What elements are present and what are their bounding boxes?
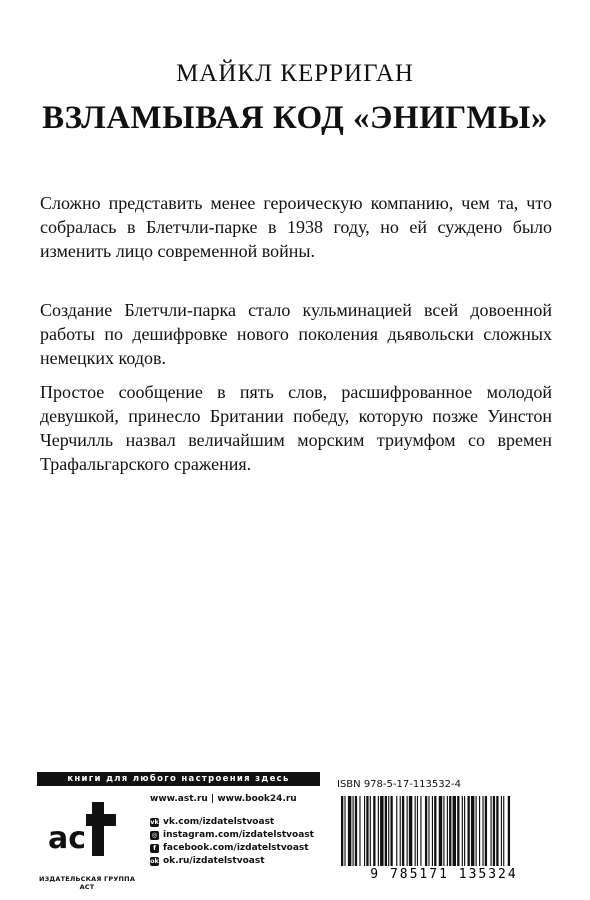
social-instagram xyxy=(150,829,314,841)
barcode-bar xyxy=(447,796,448,866)
barcode-bar xyxy=(355,796,357,866)
barcode-bar xyxy=(390,796,392,866)
barcode-bar xyxy=(400,796,401,866)
barcode-bar xyxy=(402,796,404,866)
vk-icon: vk xyxy=(150,817,159,826)
barcode-bar xyxy=(496,796,498,866)
barcode-bar xyxy=(425,796,427,866)
author-name: МАЙКЛ КЕРРИГАН xyxy=(176,60,414,87)
barcode-bar xyxy=(479,796,480,866)
barcode-bar xyxy=(373,796,375,866)
barcode-bar xyxy=(396,796,397,866)
barcode-bar xyxy=(443,796,444,866)
barcode-bar xyxy=(428,796,429,866)
barcode-bar xyxy=(503,796,504,866)
paragraph-1: Сложно представить менее героическую компанию, чем та, что собралась в Блетчли-парке в 1938 году, но ей суждено было изменить лицо современной войны. xyxy=(40,193,552,261)
social-instagram-text: instagram.com/izdatelstvoast xyxy=(163,830,314,840)
barcode-bar xyxy=(380,796,383,866)
barcode-bar xyxy=(491,796,492,866)
barcode-bar xyxy=(439,796,442,866)
barcode-bar xyxy=(462,796,463,866)
barcode-bar xyxy=(407,796,408,866)
social-ok-text: ok.ru/izdatelstvoast xyxy=(163,856,265,866)
barcode-bar xyxy=(493,796,495,866)
barcode-bar xyxy=(417,796,418,866)
social-ok xyxy=(150,855,265,867)
barcode-bar xyxy=(348,796,351,866)
barcode-bar xyxy=(378,796,379,866)
publisher-name: ИЗДАТЕЛЬСКАЯ ГРУППА АСТ xyxy=(38,875,136,891)
barcode-bar xyxy=(420,796,421,866)
paragraph-3: Простое сообщение в пять слов, расшифрованное молодой девушкой, принесло Британии победу, которую позже Уинстон Черчилль назвал величайшим морским триумфом со времен Трафальгарского сражения. xyxy=(40,382,552,474)
barcode-bar xyxy=(501,796,502,866)
barcode-bar xyxy=(344,796,345,866)
barcode-bar xyxy=(434,796,436,866)
barcode-digits: 9 785171 135324 xyxy=(370,867,518,882)
svg-text:ас: ас xyxy=(48,821,87,856)
barcode-bar xyxy=(453,796,456,866)
website-links: www.ast.ru | www.book24.ru xyxy=(150,794,297,804)
barcode-bar xyxy=(508,796,510,866)
barcode-bar xyxy=(468,796,470,866)
tagline-banner: книги для любого настроения здесь xyxy=(37,772,320,786)
barcode-bar xyxy=(388,796,389,866)
barcode-bar xyxy=(457,796,459,866)
barcode-bar xyxy=(364,796,365,866)
barcode-bar xyxy=(359,796,360,866)
facebook-icon: f xyxy=(150,844,159,853)
barcode-bar xyxy=(471,796,474,866)
barcode-bar xyxy=(485,796,487,866)
social-vk-text: vk.com/izdatelstvoast xyxy=(163,817,275,827)
barcode-bar xyxy=(409,796,412,866)
social-vk xyxy=(150,816,274,828)
barcode-bar xyxy=(449,796,451,866)
barcode-bar xyxy=(476,796,477,866)
barcode-bar xyxy=(353,796,354,866)
social-facebook xyxy=(150,842,309,854)
barcode-bar xyxy=(341,796,343,866)
isbn-label: ISBN 978-5-17-113532-4 xyxy=(337,779,461,790)
barcode xyxy=(329,794,559,882)
barcode-bar xyxy=(464,796,465,866)
paragraph-2: Создание Блетчли-парка стало кульминацией всей довоенной работы по дешифровке нового поколения дьявольски сложных немецких кодов. xyxy=(40,300,552,368)
ast-logo xyxy=(40,792,130,874)
barcode-bar xyxy=(370,796,371,866)
odnoklassniki-icon: ok xyxy=(150,856,159,865)
book-title: ВЗЛАМЫВАЯ КОД «ЭНИГМЫ» xyxy=(42,100,548,136)
barcode-bar xyxy=(432,796,433,866)
barcode-bar xyxy=(482,796,483,866)
instagram-icon: ◎ xyxy=(151,830,158,839)
barcode-bar xyxy=(385,796,387,866)
barcode-bar xyxy=(366,796,368,866)
barcode-bar xyxy=(415,796,416,866)
social-facebook-text: facebook.com/izdatelstvoast xyxy=(163,843,309,853)
